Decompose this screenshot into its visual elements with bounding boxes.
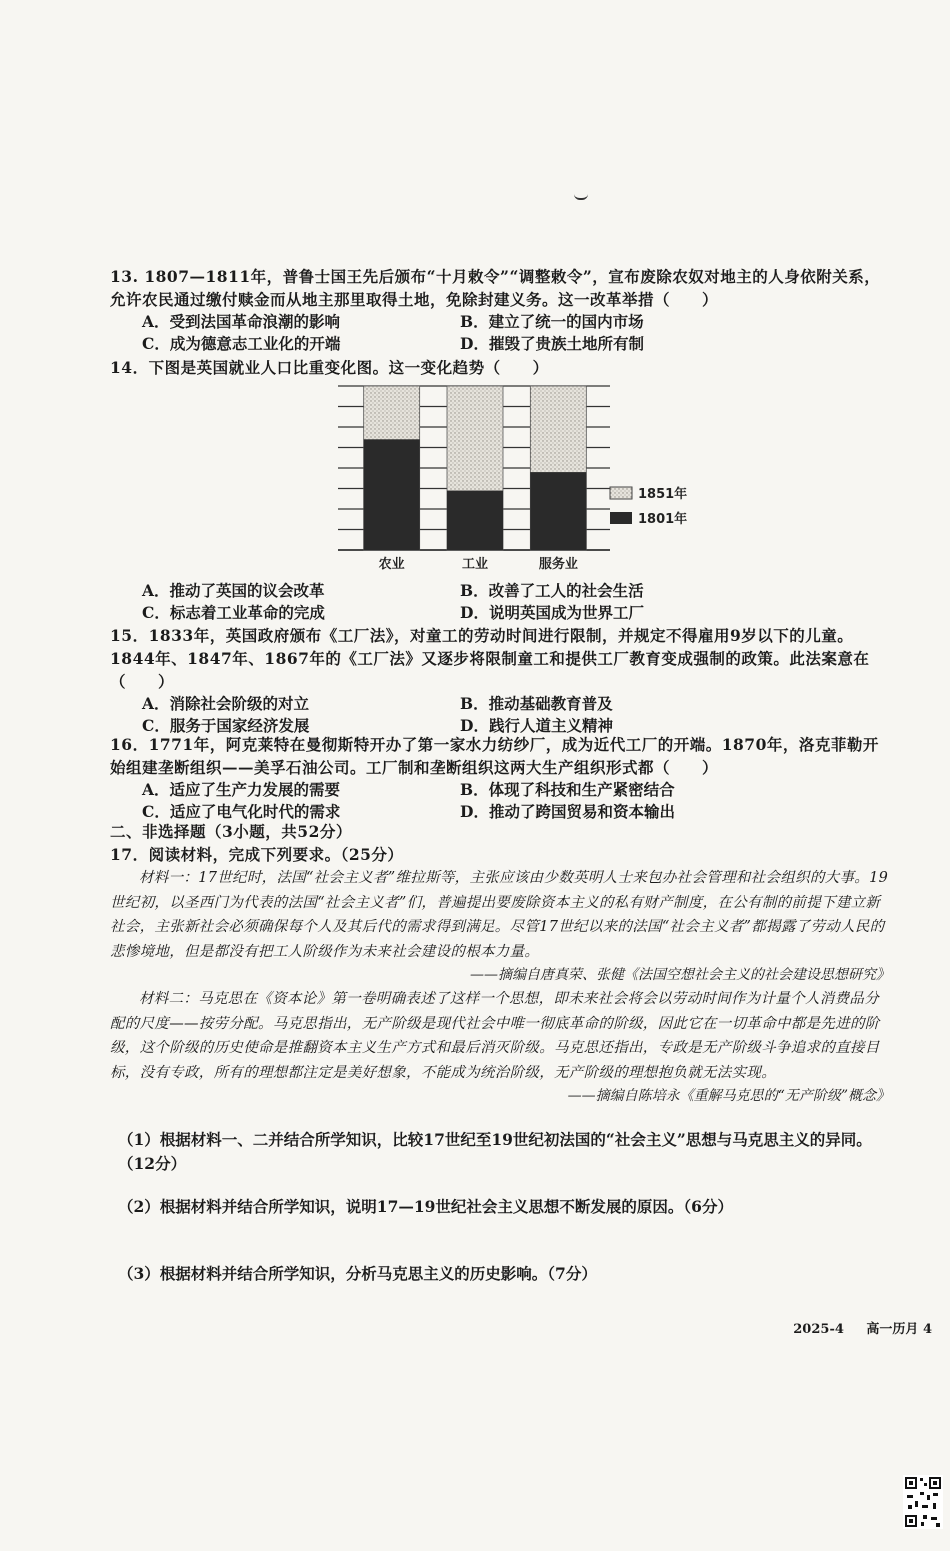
legend-swatch-1801: [610, 512, 632, 524]
section-2-title: 二、非选择题（3小题，共52分）: [110, 822, 352, 841]
q13-option-a: A．受到法国革命浪潮的影响: [142, 312, 341, 331]
q17-material-2: 材料二：马克思在《资本论》第一卷明确表述了这样一个思想，即未来社会将会以劳动时间作为计量个人消费品分配的尺度——按劳分配。马克思指出，无产阶级是现代社会中唯一彻底革命的阶级，因此它在一切革命中都是先进的阶级，这个阶级的历史使命是推翻资本主义生产方式和最后消灭阶级。马克思还指出，专政是无产阶级斗争追求的直接目标，没有专政，所有的理想都注定是美好想象，不能成为统治阶级，无产阶级的理想抱负就无法实现。: [110, 991, 880, 1081]
q16-option-c: C．适应了电气化时代的需求: [142, 802, 341, 821]
q15-option-d: D．践行人道主义精神: [460, 716, 613, 735]
bar-1801-1: [364, 439, 420, 550]
q13-option-b: B．建立了统一的国内市场: [460, 312, 644, 331]
q17-material-1-source: ——摘编自唐真荣、张健《法国空想社会主义的社会建设思想研究》: [470, 967, 890, 983]
q14-option-b: B．改善了工人的社会生活: [460, 581, 644, 600]
footer-date: 2025-4: [793, 1322, 844, 1337]
employment-chart: [330, 380, 730, 580]
q14-options: [110, 580, 890, 624]
q17-part-3: [118, 1262, 890, 1286]
q14-options-row2: [110, 602, 890, 624]
q13-options-row2: [110, 333, 890, 355]
q15-stem: 15．1833年，英国政府颁布《工厂法》，对童工的劳动时间进行限制，并规定不得雇用9岁以下的儿童。1844年、1847年、1867年的《工厂法》又逐步将限制童工和提供工厂教育变成强制的政策。此法案意在（ ）: [110, 626, 870, 691]
q17-part-1: [118, 1128, 890, 1176]
scan-mark: [574, 192, 588, 200]
q17-material-1: 材料一：17世纪时，法国“社会主义者”维拉斯等，主张应该由少数英明人士来包办社会管理和社会组织的大事。19世纪初，以圣西门为代表的法国“社会主义者”们，普遍提出要废除资本主义的私有财产制度，在公有制的前提下建立新社会，主张新社会必须确保每个人及其后代的需求得到满足。尽管17世纪以来的法国“社会主义者”都揭露了劳动人民的悲惨境地，但是都没有把工人阶级作为未来社会建设的根本力量。: [110, 870, 889, 960]
q13-option-c: C．成为德意志工业化的开端: [142, 334, 341, 353]
legend-swatch-1851: [610, 487, 632, 499]
page-footer: [775, 1318, 932, 1337]
q17-stem: 17．阅读材料，完成下列要求。（25分）: [110, 845, 404, 864]
q17-part-3-text: （3）根据材料并结合所学知识，分析马克思主义的历史影响。（7分）: [118, 1264, 597, 1283]
q13-stem: 13. 1807—1811年，普鲁士国王先后颁布“十月敕令”“调整敕令”，宣布废除农奴对地主的人身依附关系，允许农民通过缴付赎金而从地主那里取得土地，免除封建义务。这一改革举措（ ）: [110, 267, 881, 309]
q14-options-row1: [110, 580, 890, 602]
question-14: [110, 356, 890, 379]
q14-option-c: C．标志着工业革命的完成: [142, 603, 325, 622]
x-tick-label: 工业: [461, 557, 489, 572]
legend-label-1851: 1851年: [638, 487, 688, 502]
bar-1801-3: [530, 472, 586, 550]
q14-option-a: A．推动了英国的议会改革: [142, 581, 325, 600]
q15-option-c: C．服务于国家经济发展: [142, 716, 310, 735]
q16-option-d: D．推动了跨国贸易和资本输出: [460, 802, 675, 821]
q14-stem: 14．下图是英国就业人口比重变化图。这一变化趋势（ ）: [110, 358, 549, 377]
qr-code-icon: [903, 1475, 943, 1529]
q17-part-1-text: （1）根据材料一、二并结合所学知识，比较17世纪至19世纪初法国的“社会主义”思想与马克思主义的异同。（12分）: [118, 1130, 872, 1173]
q16-option-a: A．适应了生产力发展的需要: [142, 780, 341, 799]
legend-label-1801: 1801年: [638, 512, 688, 527]
x-tick-label: 服务业: [538, 557, 578, 572]
question-15: [110, 624, 890, 737]
q16-stem: 16．1771年，阿克莱特在曼彻斯特开办了第一家水力纺纱厂，成为近代工厂的开端。1870年，洛克菲勒开始组建垄断组织——美孚石油公司。工厂制和垄断组织这两大生产组织形式都（ ）: [110, 735, 879, 777]
q15-option-b: B．推动基础教育普及: [460, 694, 613, 713]
q14-option-d: D．说明英国成为世界工厂: [460, 603, 644, 622]
q13-option-d: D．摧毁了贵族土地所有制: [460, 334, 644, 353]
footer-label: 高一历月 4: [866, 1322, 932, 1337]
q16-options-row1: [110, 779, 890, 801]
q16-option-b: B．体现了科技和生产紧密结合: [460, 780, 675, 799]
question-13: [110, 265, 890, 355]
question-16: [110, 733, 890, 823]
x-tick-label: 农业: [378, 557, 405, 572]
q17-material-2-source: ——摘编自陈培永《重解马克思的“无产阶级”概念》: [567, 1088, 890, 1104]
q15-option-a: A．消除社会阶级的对立: [142, 694, 310, 713]
q13-options-row1: [110, 311, 890, 333]
bar-1801-2: [447, 491, 503, 550]
section-2: [110, 820, 890, 1108]
q15-options-row1: [110, 693, 890, 715]
q17-part-2-text: （2）根据材料并结合所学知识，说明17—19世纪社会主义思想不断发展的原因。（6分）: [118, 1197, 733, 1216]
q17-part-2: [118, 1195, 890, 1219]
